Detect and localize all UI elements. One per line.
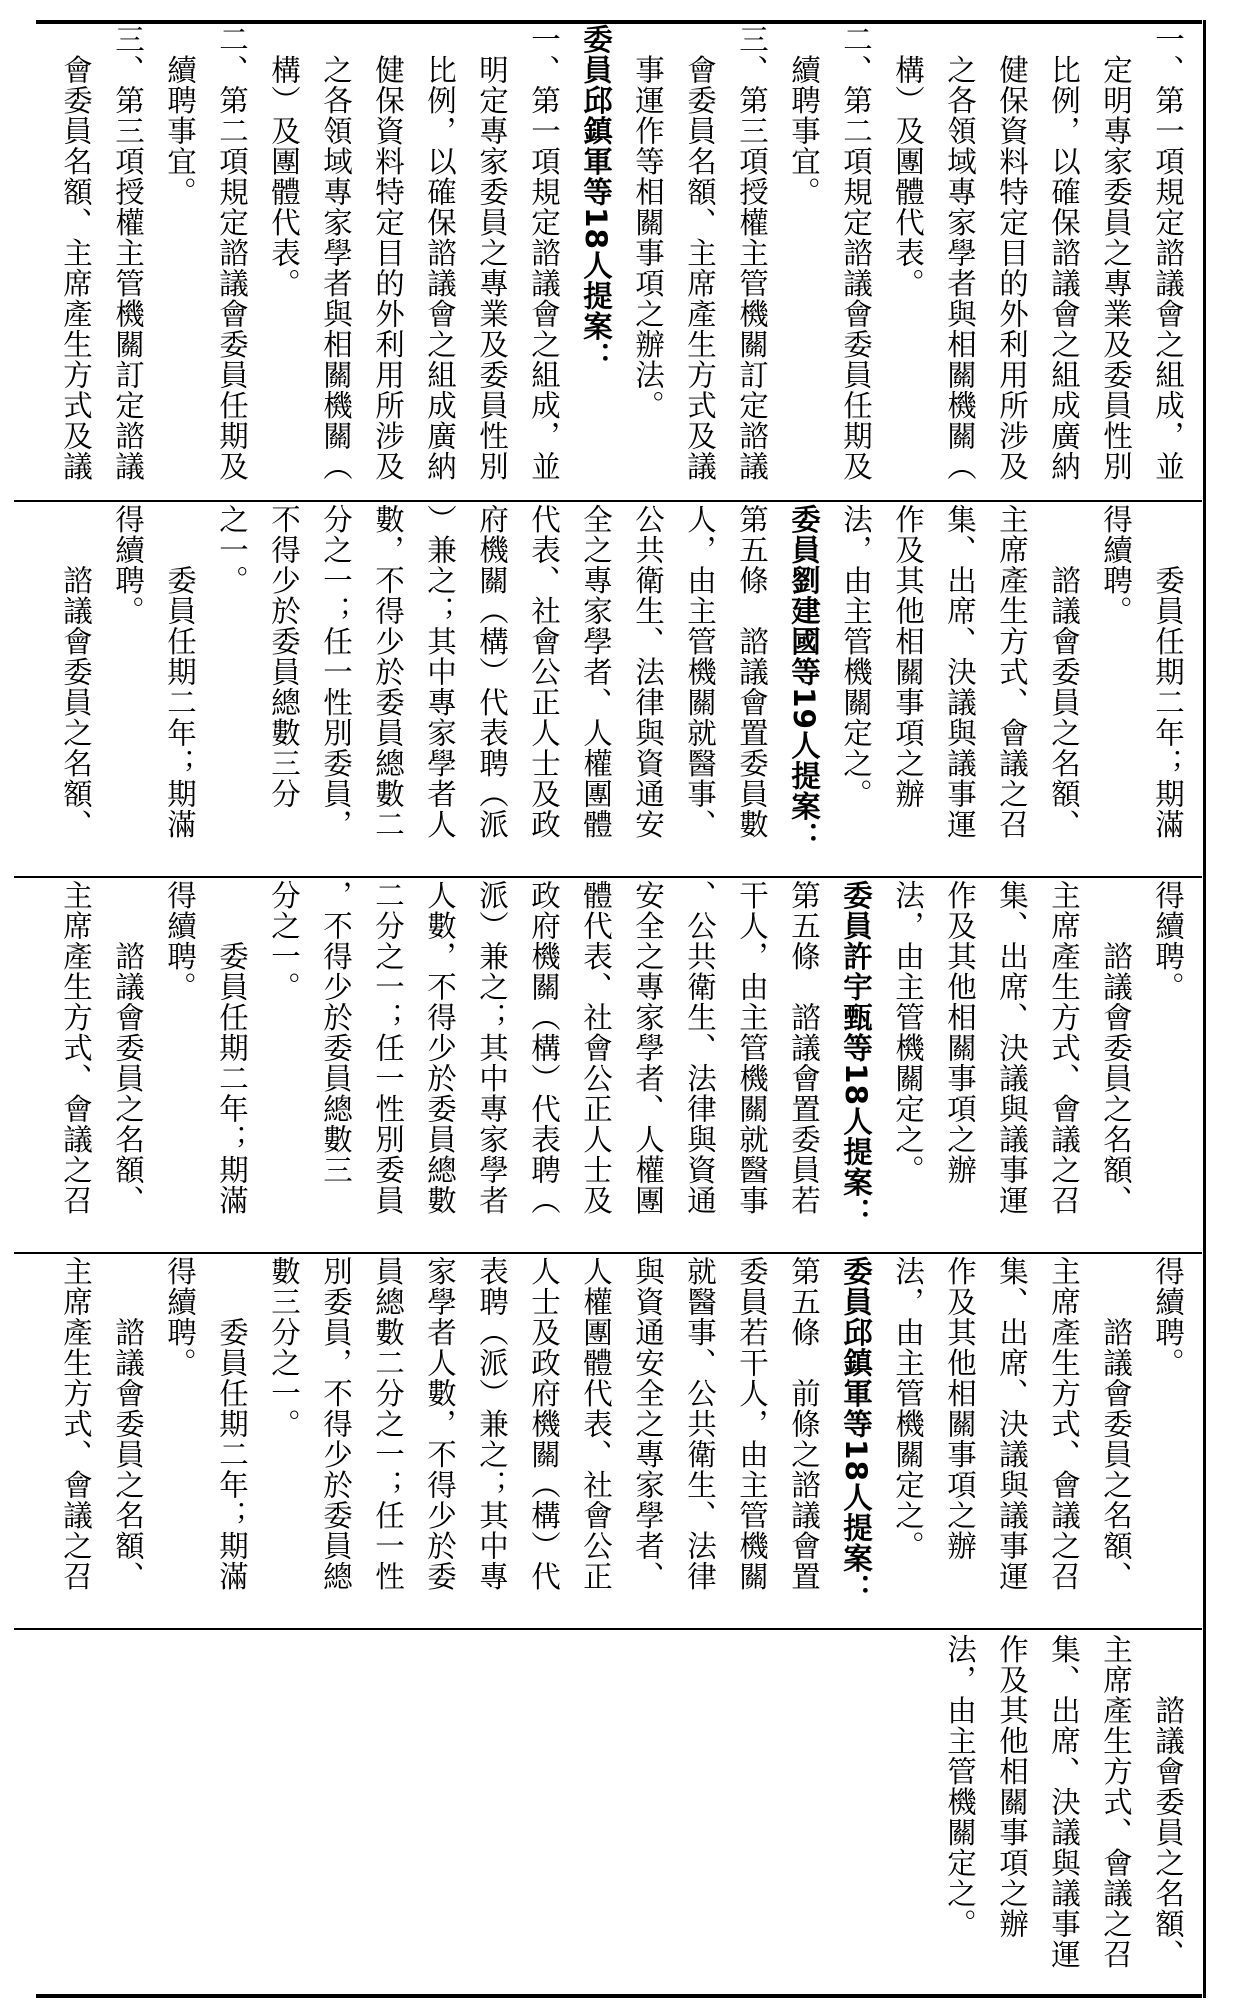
- text-line: 主席產生方式、會議之召: [995, 504, 1029, 840]
- section-divider: [14, 876, 1202, 878]
- text-line: 一、第一項規定諮議會之組成，並: [1151, 24, 1185, 482]
- text-line: 集、出席、決議與議事運: [943, 504, 977, 840]
- bottom-rule: [36, 1994, 1202, 1998]
- text-line: 健保資料特定目的外利用所涉及: [371, 24, 405, 482]
- text-line: 第五條 諮議會置委員數: [735, 504, 769, 840]
- text-line: 諮議會委員之名額、: [1151, 1634, 1185, 1970]
- text-line: 集、出席、決議與議事運: [1047, 1634, 1081, 1970]
- text-line: 作及其他相關事項之辦: [891, 504, 925, 809]
- text-line: 定明專家委員之專業及委員性別: [1099, 24, 1133, 482]
- text-line: 諮議會委員之名額、: [111, 880, 145, 1216]
- text-line: 委員若干人，由主管機關: [735, 1256, 769, 1592]
- text-line: 人數，不得少於委員總數: [423, 880, 457, 1216]
- text-line: 全之專家學者、人權團體: [579, 504, 613, 840]
- text-line: 得續聘。: [163, 1256, 197, 1378]
- text-line: 別委員，不得少於委員總: [319, 1256, 353, 1592]
- text-line: 比例，以確保諮議會之組成廣納: [1047, 24, 1081, 482]
- text-line: 人士及政府機關（構）代: [527, 1256, 561, 1592]
- section-divider: [14, 1628, 1202, 1630]
- text-line: 干人，由主管機關就醫事: [735, 880, 769, 1216]
- text-line: 得續聘。: [1099, 504, 1133, 626]
- text-line: 不得少於委員總數三分: [267, 504, 301, 809]
- text-line: 分之一；任一性別委員，: [319, 504, 353, 840]
- text-line: 三、第三項授權主管機關訂定諮議: [111, 24, 145, 482]
- text-line: 比例，以確保諮議會之組成廣納: [423, 24, 457, 482]
- text-line: 員總數二分之一；任一性: [371, 1256, 405, 1592]
- text-line: 數三分之一。: [267, 1256, 301, 1439]
- text-line: 集、出席、決議與議事運: [995, 1256, 1029, 1592]
- text-line: 續聘事宜。: [787, 24, 821, 207]
- text-line: 委員任期二年；期滿: [1151, 504, 1185, 840]
- text-line: 明定專家委員之專業及委員性別: [475, 24, 509, 482]
- text-line: 二分之一；任一性別委員: [371, 880, 405, 1216]
- text-line: 諮議會委員之名額、: [1047, 504, 1081, 840]
- text-line: 政府機關（構）代表聘（: [527, 880, 561, 1216]
- text-line: 人權團體代表、社會公正: [579, 1256, 613, 1592]
- text-line: 數，不得少於委員總數二: [371, 504, 405, 840]
- text-line: 體代表、社會公正人士及: [579, 880, 613, 1216]
- text-line: 會委員名額、主席產生方式及議: [59, 24, 93, 482]
- proposal-heading: 委員許宇甄等18人提案：: [839, 880, 873, 1229]
- text-line: 構）及團體代表。: [891, 24, 925, 299]
- text-line: ，不得少於委員總數三: [319, 880, 353, 1185]
- text-line: 得續聘。: [163, 880, 197, 1002]
- text-line: 之各領域專家學者與相關機關（: [319, 24, 353, 482]
- text-line: 主席產生方式、會議之召: [59, 1256, 93, 1592]
- text-line: 主席產生方式、會議之召: [59, 880, 93, 1216]
- proposal-heading: 委員邱鎮軍等18人提案：: [579, 24, 613, 373]
- section-2: [36, 504, 1194, 876]
- text-line: 人，由主管機關就醫事、: [683, 504, 717, 840]
- text-line: 會委員名額、主席產生方式及議: [683, 24, 717, 482]
- text-line: 二、第二項規定諮議會委員任期及: [839, 24, 873, 482]
- text-line: 二、第二項規定諮議會委員任期及: [215, 24, 249, 482]
- text-line: 得續聘。: [111, 504, 145, 626]
- text-line: 健保資料特定目的外利用所涉及: [995, 24, 1029, 482]
- text-line: 法，由主管機關定之。: [891, 880, 925, 1185]
- text-line: 諮議會委員之名額、: [111, 1256, 145, 1592]
- text-line: ）兼之；其中專家學者人: [423, 504, 457, 840]
- section-3: [36, 880, 1194, 1252]
- text-line: 第五條 諮議會置委員若: [787, 880, 821, 1216]
- proposal-heading: 委員邱鎮軍等18人提案：: [839, 1256, 873, 1605]
- text-line: 作及其他相關事項之辦: [995, 1634, 1029, 1939]
- text-line: 主席產生方式、會議之召: [1047, 880, 1081, 1216]
- text-line: 委員任期二年；期滿: [215, 1256, 249, 1592]
- text-line: 之各領域專家學者與相關機關（: [943, 24, 977, 482]
- text-line: 安全之專家學者、人權團: [631, 880, 665, 1216]
- text-line: 作及其他相關事項之辦: [943, 880, 977, 1185]
- text-line: 之一。: [215, 504, 249, 596]
- text-line: 就醫事、公共衛生、法律: [683, 1256, 717, 1592]
- text-line: 分之一。: [267, 880, 301, 1002]
- text-line: 家學者人數，不得少於委: [423, 1256, 457, 1592]
- section-divider: [14, 1252, 1202, 1254]
- text-line: 構）及團體代表。: [267, 24, 301, 299]
- text-line: 法，由主管機關定之。: [943, 1634, 977, 1939]
- section-divider: [14, 500, 1202, 502]
- section-1: [36, 24, 1194, 500]
- text-line: 主席產生方式、會議之召: [1099, 1634, 1133, 1970]
- text-line: 法，由主管機關定之。: [839, 504, 873, 809]
- text-line: 府機關（構）代表聘（派: [475, 504, 509, 840]
- text-line: 得續聘。: [1151, 880, 1185, 1002]
- text-line: 委員任期二年；期滿: [215, 880, 249, 1216]
- text-line: 表聘（派）兼之；其中專: [475, 1256, 509, 1592]
- text-line: 法，由主管機關定之。: [891, 1256, 925, 1561]
- text-line: 諮議會委員之名額、: [59, 504, 93, 840]
- text-line: 、公共衛生、法律與資通: [683, 880, 717, 1216]
- text-line: 續聘事宜。: [163, 24, 197, 207]
- text-line: 諮議會委員之名額、: [1099, 880, 1133, 1216]
- text-line: 作及其他相關事項之辦: [943, 1256, 977, 1561]
- text-line: 事運作等相關事項之辦法。: [631, 24, 665, 421]
- text-line: 第五條 前條之諮議會置: [787, 1256, 821, 1592]
- section-4: [36, 1256, 1194, 1628]
- text-line: 集、出席、決議與議事運: [995, 880, 1029, 1216]
- section-5: [36, 1634, 1194, 1990]
- text-line: 代表、社會公正人士及政: [527, 504, 561, 840]
- text-line: 得續聘。: [1151, 1256, 1185, 1378]
- text-line: 一、第一項規定諮議會之組成，並: [527, 24, 561, 482]
- proposal-heading: 委員劉建國等19人提案：: [787, 504, 821, 853]
- text-line: 主席產生方式、會議之召: [1047, 1256, 1081, 1592]
- text-line: 派）兼之；其中專家學者: [475, 880, 509, 1216]
- right-rule: [1203, 20, 1206, 1998]
- text-line: 委員任期二年；期滿: [163, 504, 197, 840]
- text-line: 公共衛生、法律與資通安: [631, 504, 665, 840]
- text-line: 三、第三項授權主管機關訂定諮議: [735, 24, 769, 482]
- text-line: 與資通安全之專家學者、: [631, 1256, 665, 1592]
- text-line: 諮議會委員之名額、: [1099, 1256, 1133, 1592]
